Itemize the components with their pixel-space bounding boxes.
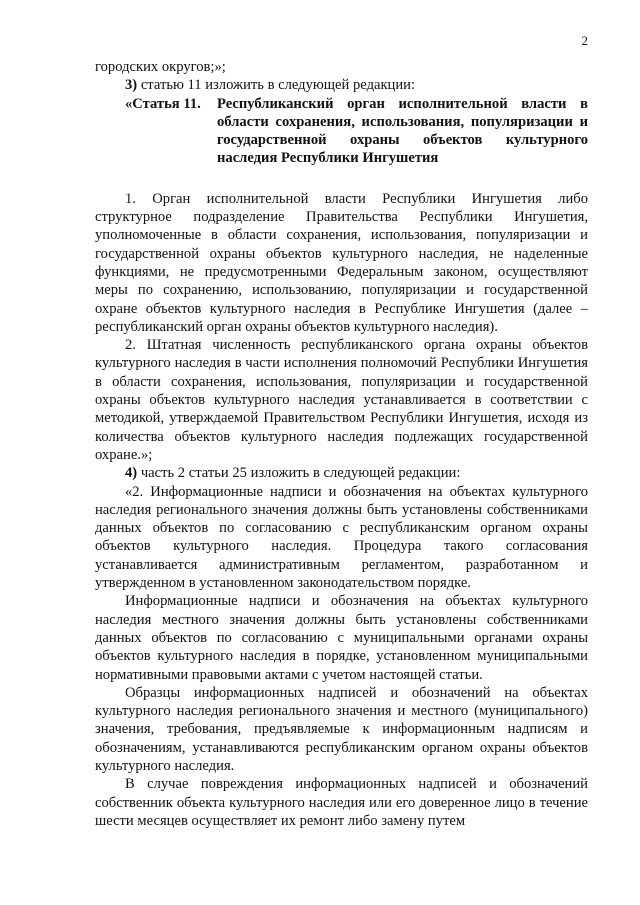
item-3-text: статью 11 изложить в следующей редакции: bbox=[137, 77, 416, 94]
paragraph-clause-1: 1. Орган исполнительной власти Республики Ингушетия либо структурное подразделение Правительства Республики Ингушетия, уполномоченные в области сохранения, использования, популяризации и государственной охраны объектов культурного наследия, не наделенные функциями, не предусмотренными Федеральным законом, осуществляют меры по сохранению, использованию, популяризации и государственной охране объектов культурного наследия в Республике Ингушетия (далее – республиканский орган охраны объектов культурного наследия). bbox=[95, 190, 588, 335]
item-number-4: 4) bbox=[125, 465, 138, 482]
paragraph-clause-2: 2. Штатная численность республиканского органа охраны объектов культурного наследия в части исполнения полномочий Республики Ингушетия в области сохранения, использования, популяризации и государственной охраны объектов культурного наследия устанавливается в соответствии с методикой, утверждаемой Правительством Республики Ингушетия, исходя из количества объектов культурного наследия подлежащих государственной охране.»; bbox=[95, 337, 588, 463]
paragraph-damage: В случае повреждения информационных надписей и обозначений собственник объекта культурного наследия или его доверенное лицо в течение шести месяцев осуществляет их ремонт либо замену путем bbox=[95, 776, 588, 829]
paragraph-item-3 bbox=[95, 76, 588, 94]
item-4-text: часть 2 статьи 25 изложить в следующей редакции: bbox=[137, 465, 461, 482]
item-number-3: 3) bbox=[125, 77, 138, 94]
paragraph-item-4 bbox=[95, 464, 588, 482]
article-heading bbox=[95, 95, 588, 168]
paragraph-samples: Образцы информационных надписей и обозначений на объектах культурного наследия регионального значения и местного (муниципального) значения, требования, предъявляемые к информационным надписям и обозначениям, устанавливаются республиканским органом охраны объектов культурного наследия. bbox=[95, 684, 588, 774]
article-title: Республиканский орган исполнительной власти в области сохранения, использования, популяризации и государственной охраны объектов культурного наследия Республики Ингушетия bbox=[217, 95, 588, 167]
page-number: 2 bbox=[581, 33, 588, 48]
paragraph-local-inscriptions: Информационные надписи и обозначения на объектах культурного наследия местного значения должны быть установлены собственниками данных объектов по согласованию с муниципальными органами охраны объектов культурного наследия в порядке, установленном муниципальными нормативными правовыми актами с учетом настоящей статьи. bbox=[95, 593, 588, 683]
document-body bbox=[95, 58, 588, 830]
article-label: «Статья 11. bbox=[125, 95, 201, 112]
paragraph-part-2: «2. Информационные надписи и обозначения на объектах культурного наследия регионального значения должны быть установлены собственниками данных объектов по согласованию с республиканским органом охраны объектов культурного наследия. Процедура такого согласования устанавливается административным регламентом, разработанном и утвержденном в установленном законодательством порядке. bbox=[95, 483, 588, 592]
paragraph-continuation: городских округов;»; bbox=[95, 59, 226, 75]
